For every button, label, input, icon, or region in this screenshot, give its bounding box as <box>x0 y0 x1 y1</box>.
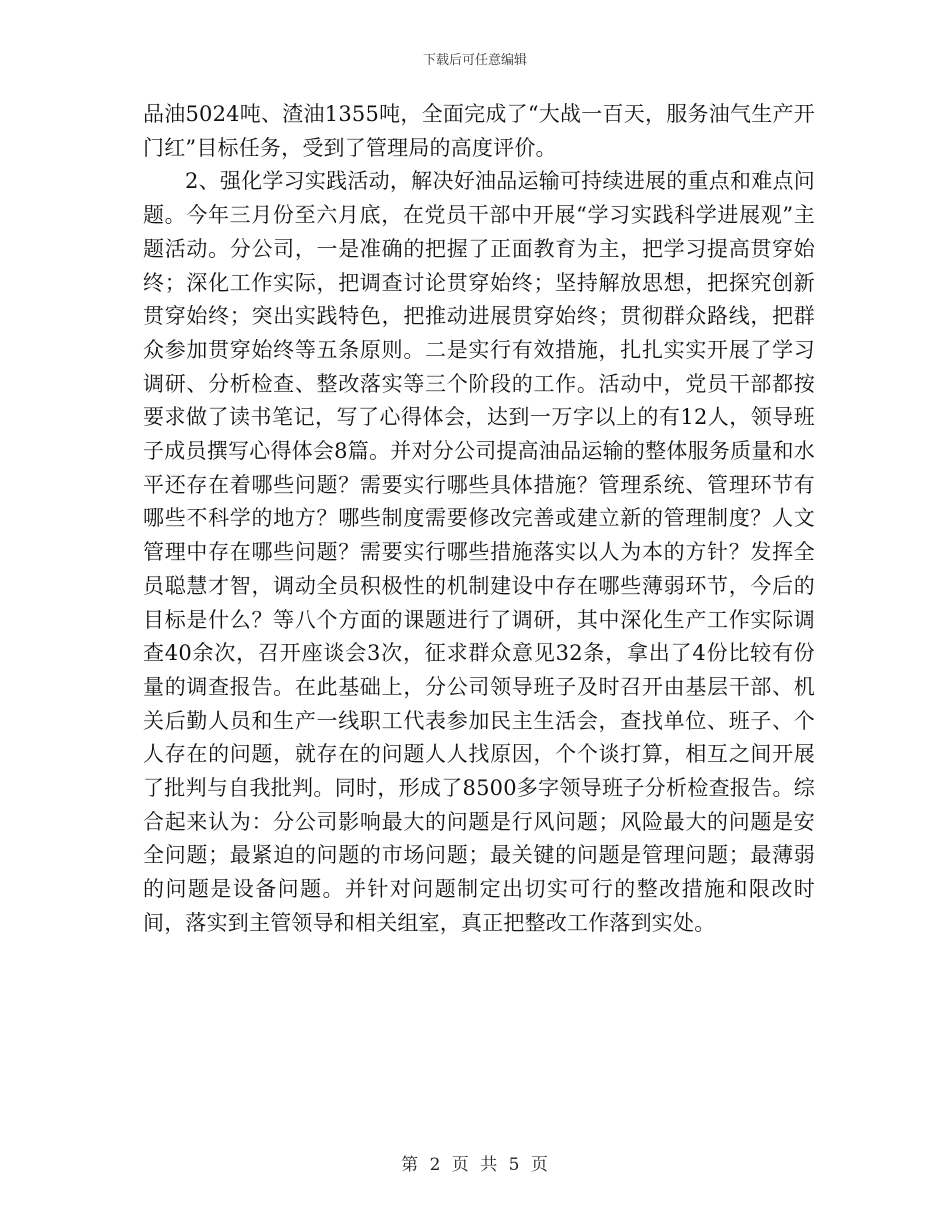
document-body <box>143 98 815 941</box>
paragraph-continuation: 品油5024吨、渣油1355吨，全面完成了“大战一百天，服务油气生产开门红”目标任务，受到了管理局的高度评价。 <box>143 102 815 160</box>
page-number-footer: 第 2 页 共 5 页 <box>401 1155 549 1175</box>
page-header: 下载后可任意编辑 <box>422 53 527 68</box>
paragraph-section-2: 2、强化学习实践活动，解决好油品运输可持续进展的重点和难点问题。今年三月份至六月底，在党员干部中开展“学习实践科学进展观”主题活动。分公司，一是准确的把握了正面教育为主，把学习提高贯穿始终；深化工作实际，把调查讨论贯穿始终；坚持解放思想，把探究创新贯穿始终；突出实践特色，把推动进展贯穿始终；贯彻群众路线，把群众参加贯穿始终等五条原则。二是实行有效措施，扎扎实实开展了学习调研、分析检查、整改落实等三个阶段的工作。活动中，党员干部都按要求做了读书笔记，写了心得体会，达到一万字以上的有12人，领导班子成员撰写心得体会8篇。并对分公司提高油品运输的整体服务质量和水平还存在着哪些问题？需要实行哪些具体措施？管理系统、管理环节有哪些不科学的地方？哪些制度需要修改完善或建立新的管理制度？人文管理中存在哪些问题？需要实行哪些措施落实以人为本的方针？发挥全员聪慧才智，调动全员积极性的机制建设中存在哪些薄弱环节，今后的目标是什么？等八个方面的课题进行了调研，其中深化生产工作实际调查40余次，召开座谈会3次，征求群众意见32条，拿出了4份比较有份量的调查报告。在此基础上，分公司领导班子及时召开由基层干部、机关后勤人员和生产一线职工代表参加民主生活会，查找单位、班子、个人存在的问题，就存在的问题人人找原因，个个谈打算，相互之间开展了批判与自我批判。同时，形成了8500多字领导班子分析检查报告。综合起来认为：分公司影响最大的问题是行风问题；风险最大的问题是安全问题；最紧迫的问题的市场问题；最关键的问题是管理问题；最薄弱的问题是设备问题。并针对问题制定出切实可行的整改措施和限改时间，落实到主管领导和相关组室，真正把整改工作落到实处。 <box>143 169 815 935</box>
